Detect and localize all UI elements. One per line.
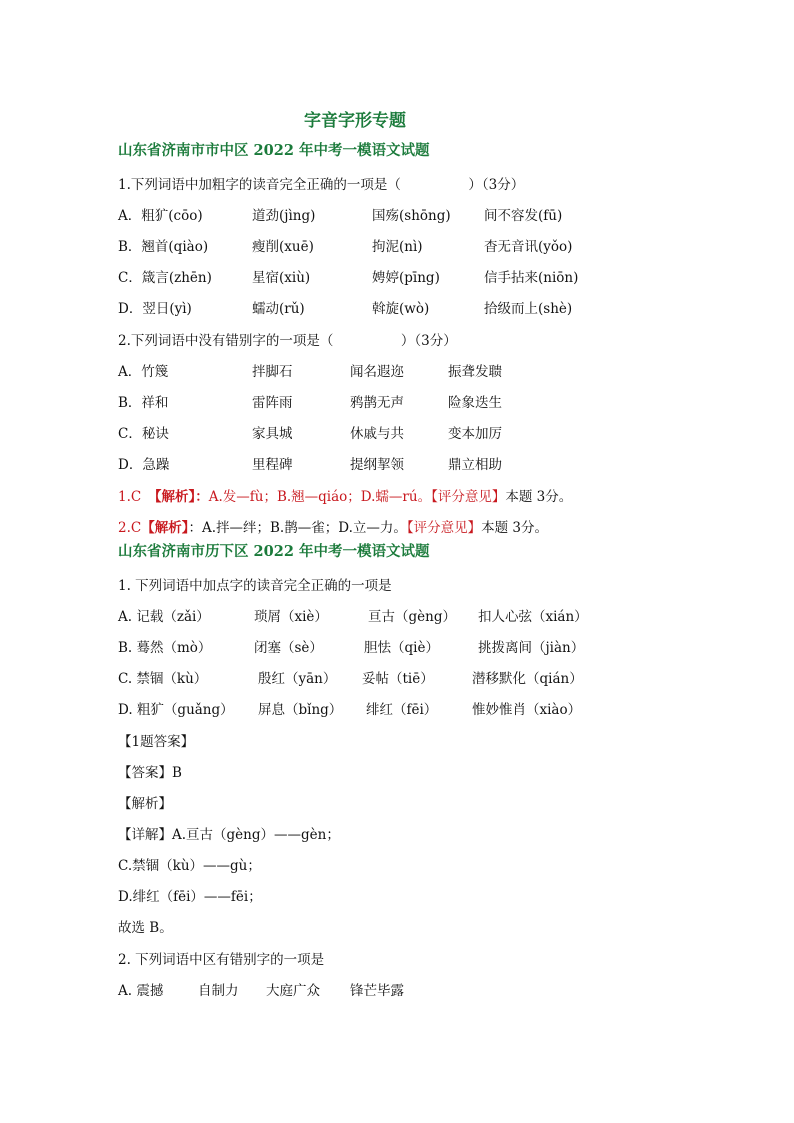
option-text: A．竹篾	[118, 364, 169, 380]
scoring-body: 本题 3分。	[505, 489, 573, 505]
option-text: 瘦削(xuē)	[252, 239, 314, 255]
question-4-stem: 2. 下列词语中区有错别字的一项是	[118, 952, 325, 968]
question-3-stem: 1. 下列词语中加点字的读音完全正确的一项是	[118, 578, 392, 594]
option-text: C．箴言(zhēn)	[118, 270, 212, 286]
option-text: 绯红（fēi）	[366, 702, 438, 718]
option-text: 大庭广众	[266, 983, 320, 999]
answer-3-choice: 故选 B。	[118, 920, 173, 936]
option-text: 振聋发聩	[448, 364, 502, 380]
option-text: D．急躁	[118, 457, 170, 473]
answer-3-option-d: D.绯红（fēi）——fēi；	[118, 889, 262, 905]
option-text: 险象迭生	[448, 395, 502, 411]
answer-number: 2.C	[118, 520, 142, 536]
scoring-body: 本题 3分。	[481, 520, 548, 536]
option-text: 扣人心弦（xián）	[478, 609, 588, 625]
option-text: 胆怯（qiè）	[364, 640, 439, 656]
answer-3-answer: 【答案】B	[118, 765, 182, 781]
question-1-stem: 1.下列词语中加粗字的读音完全正确的一项是（ ）（3分）	[118, 177, 525, 193]
option-text: 杳无音讯(yǒo)	[484, 239, 573, 255]
option-text: 雷阵雨	[252, 395, 293, 411]
answer-3-detail: 【详解】A.亘古（gèng）——gèn；	[118, 827, 340, 843]
option-text: D．翌日(yì)	[118, 301, 192, 317]
option-text: 休戚与共	[350, 426, 404, 442]
analysis-tag: 【解析】：	[154, 489, 209, 505]
option-text: D. 粗犷（guǎng）	[118, 702, 234, 718]
option-text: 琐屑（xiè）	[254, 609, 328, 625]
question-2-stem: 2.下列词语中没有错别字的一项是（ ）（3分）	[118, 333, 457, 349]
option-text: 斡旋(wò)	[372, 301, 430, 317]
scoring-tag: 【评分意见】	[406, 520, 482, 536]
option-text: B．祥和	[118, 395, 169, 411]
option-text: B. 蓦然（mò）	[118, 640, 212, 656]
option-text: 里程碑	[252, 457, 293, 473]
analysis-body: A.发—fù；B.翘—qiáo；D.蠕—rú。	[208, 489, 432, 505]
option-text: 道劲(jìng)	[252, 208, 316, 224]
option-text: C．秘诀	[118, 426, 169, 442]
option-text: 妥帖（tiē）	[362, 671, 434, 687]
option-text: 娉婷(pīng)	[372, 270, 440, 286]
answer-3-heading: 【1题答案】	[118, 734, 195, 750]
option-text: 提纲挈领	[350, 457, 404, 473]
option-text: 拌脚石	[252, 364, 293, 380]
option-text: 拘泥(nì)	[372, 239, 423, 255]
option-text: 屏息（bǐng）	[258, 702, 343, 718]
section-heading-2: 山东省济南市历下区 2022 年中考一模语文试题	[118, 543, 430, 560]
option-text: 鼎立相助	[448, 457, 502, 473]
answer-3-option-c: C.禁锢（kù）——gù；	[118, 858, 261, 874]
option-text: 拾级而上(shè)	[484, 301, 573, 317]
answer-2	[118, 516, 548, 536]
page-title: 字音字形专题	[304, 111, 406, 131]
option-text: 信手拈来(niōn)	[484, 270, 579, 286]
option-text: 锋芒毕露	[350, 983, 404, 999]
option-text: 亘古（gèng）	[368, 609, 456, 625]
option-text: 自制力	[198, 983, 239, 999]
section-heading-1: 山东省济南市市中区 2022 年中考一模语文试题	[118, 142, 430, 159]
option-text: A. 震撼	[118, 983, 164, 999]
option-text: 家具城	[252, 426, 293, 442]
option-text: A. 记载（zǎi）	[118, 609, 210, 625]
answer-1	[118, 485, 572, 505]
option-text: C. 禁锢（kù）	[118, 671, 208, 687]
option-text: 潜移默化（qián）	[472, 671, 583, 687]
option-text: 惟妙惟肖（xiào）	[472, 702, 582, 718]
option-text: B．翘首(qiào)	[118, 239, 209, 255]
option-text: 变本加厉	[448, 426, 502, 442]
answer-number: 1.C	[118, 489, 142, 505]
option-text: 间不容发(fū)	[484, 208, 563, 224]
analysis-tag: 【解析】	[141, 520, 189, 536]
option-text: 国殇(shōng)	[372, 208, 451, 224]
option-text: 挑拨离间（jiàn）	[478, 640, 585, 656]
option-text: 闻名遐迩	[350, 364, 404, 380]
option-text: 星宿(xiù)	[252, 270, 311, 286]
answer-3-analysis: 【解析】	[118, 796, 172, 812]
option-text: 闭塞（sè）	[254, 640, 323, 656]
option-text: A．粗犷(cōo)	[118, 208, 203, 224]
scoring-tag: 【评分意见】	[431, 489, 506, 505]
analysis-body: ：A.拌—绊；B.鹊—雀；D.立—力。	[188, 520, 407, 536]
option-text: 蠕动(rǔ)	[252, 301, 305, 317]
option-text: 鸦鹊无声	[350, 395, 404, 411]
option-text: 殷红（yān）	[258, 671, 337, 687]
